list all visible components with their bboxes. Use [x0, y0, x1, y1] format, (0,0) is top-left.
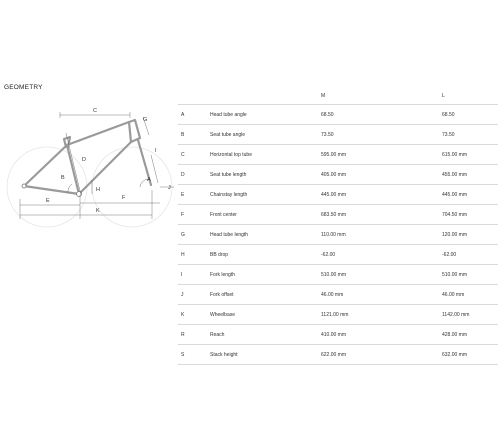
row-value-l: 428.00 mm	[442, 331, 468, 338]
row-name: Head tube angle	[210, 111, 247, 118]
row-name: Fork offset	[210, 291, 234, 298]
row-value-l: 120.00 mm	[442, 231, 468, 238]
row-letter: H	[181, 251, 185, 258]
table-row	[178, 284, 498, 304]
row-letter: A	[181, 111, 185, 118]
table-row	[178, 244, 498, 264]
label-j: J	[168, 185, 171, 191]
section-title: GEOMETRY	[4, 84, 43, 91]
row-name: Horizontal top tube	[210, 151, 252, 158]
dimension-lines	[20, 112, 174, 219]
row-value-l: 510.00 mm	[442, 271, 468, 278]
table-row	[178, 104, 498, 124]
label-c: C	[93, 108, 97, 114]
row-name: Seat tube length	[210, 171, 247, 178]
row-value-m: -62.00	[321, 251, 336, 258]
label-a: A	[147, 177, 151, 183]
bike-geometry-diagram	[0, 95, 178, 235]
bike-frame	[24, 120, 151, 194]
table-row	[178, 264, 498, 284]
size-l-header: L	[442, 93, 445, 99]
row-letter: I	[181, 271, 183, 278]
row-name: Wheelbase	[210, 311, 236, 318]
row-value-l: 455.00 mm	[442, 171, 468, 178]
row-letter: R	[181, 331, 185, 338]
row-value-m: 405.00 mm	[321, 171, 347, 178]
label-i: I	[155, 148, 157, 154]
row-value-l: -62.00	[442, 251, 457, 258]
row-name: Chainstay length	[210, 191, 248, 198]
table-row	[178, 164, 498, 184]
table-row	[178, 124, 498, 144]
table-row	[178, 324, 498, 344]
label-g: G	[143, 117, 148, 123]
row-letter: F	[181, 211, 185, 218]
geometry-table	[178, 88, 498, 365]
table-row	[178, 184, 498, 204]
row-value-l: 632.00 mm	[442, 351, 468, 358]
table-header	[178, 88, 498, 104]
row-name: Stack height	[210, 351, 238, 358]
rear-axle	[22, 184, 26, 188]
table-row	[178, 344, 498, 365]
row-letter: K	[181, 311, 185, 318]
row-value-l: 615.00 mm	[442, 151, 468, 158]
table-row	[178, 204, 498, 224]
row-letter: G	[181, 231, 185, 238]
row-value-m: 46.00 mm	[321, 291, 344, 298]
row-name: Reach	[210, 331, 225, 338]
label-k: K	[96, 208, 100, 214]
row-value-m: 622.00 mm	[321, 351, 347, 358]
label-b: B	[61, 175, 65, 181]
label-f: F	[122, 195, 126, 201]
row-name: Front center	[210, 211, 237, 218]
row-value-m: 683.50 mm	[321, 211, 347, 218]
row-value-l: 46.00 mm	[442, 291, 465, 298]
row-name: Seat tube angle	[210, 131, 246, 138]
table-row	[178, 224, 498, 244]
row-letter: E	[181, 191, 185, 198]
row-value-l: 445.00 mm	[442, 191, 468, 198]
table-row	[178, 304, 498, 324]
row-letter: J	[181, 291, 184, 298]
table-row	[178, 144, 498, 164]
row-value-l: 73.50	[442, 131, 455, 138]
row-value-m: 510.00 mm	[321, 271, 347, 278]
row-letter: D	[181, 171, 185, 178]
row-value-m: 73.50	[321, 131, 334, 138]
row-value-m: 1121.00 mm	[321, 311, 349, 318]
row-letter: B	[181, 131, 185, 138]
row-name: Fork length	[210, 271, 236, 278]
size-m-header: M	[321, 93, 326, 99]
row-letter: S	[181, 351, 185, 358]
label-h: H	[96, 187, 100, 193]
row-value-m: 110.00 mm	[321, 231, 346, 238]
row-value-l: 68.50	[442, 111, 455, 118]
row-value-l: 704.50 mm	[442, 211, 468, 218]
row-letter: C	[181, 151, 185, 158]
row-value-l: 1142.00 mm	[442, 311, 470, 318]
row-value-m: 410.00 mm	[321, 331, 347, 338]
row-value-m: 445.00 mm	[321, 191, 347, 198]
label-e: E	[46, 198, 50, 204]
row-name: Head tube length	[210, 231, 249, 238]
row-value-m: 595.00 mm	[321, 151, 347, 158]
row-name: BB drop	[210, 251, 229, 258]
row-value-m: 68.50	[321, 111, 334, 118]
label-d: D	[82, 157, 86, 163]
